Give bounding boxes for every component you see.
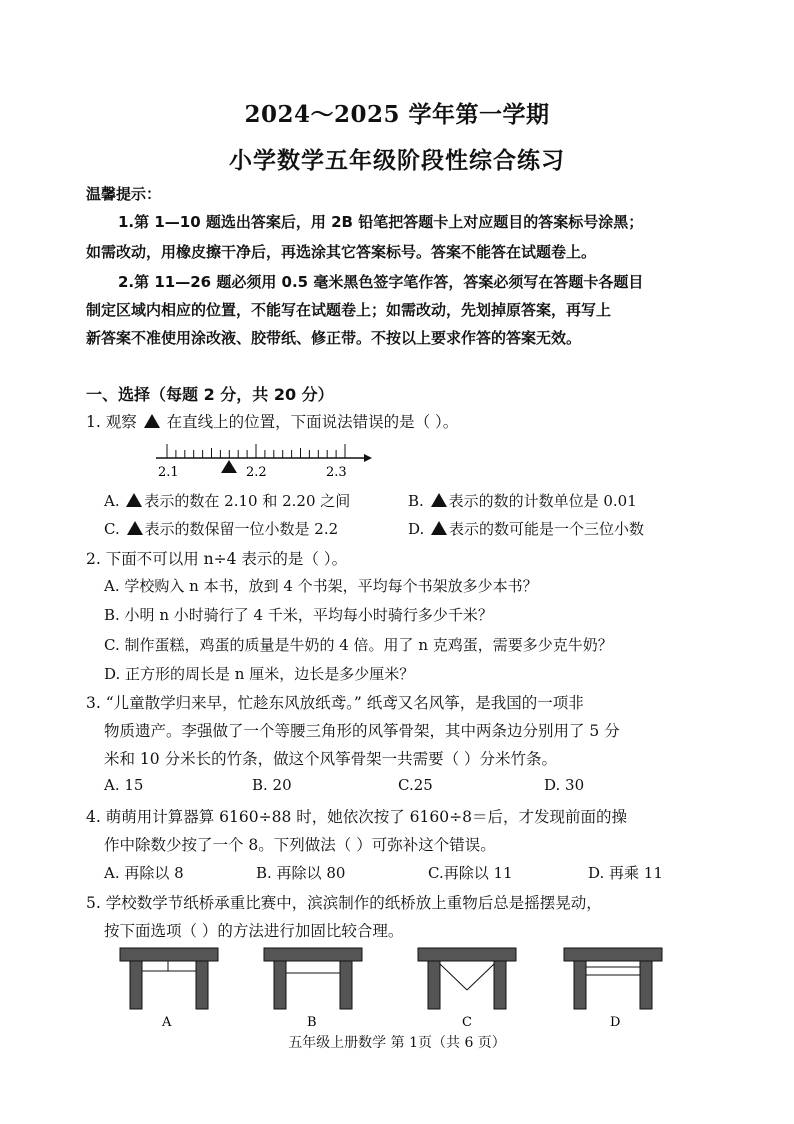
question-2-stem: 2. 下面不可以用 n÷4 表示的是（ ）。 xyxy=(86,550,348,568)
triangle-marker xyxy=(221,460,237,473)
question-3-line: 物质遗产。李强做了一个等腰三角形的风筝骨架，其中两条边分别用了 5 分 xyxy=(104,722,620,740)
option-letter: C. xyxy=(104,520,120,538)
bridge-figure-c xyxy=(418,948,516,1028)
notice-line: 2.第 11—26 题必须用 0.5 毫米黑色签字笔作答，答案必须写在答题卡各题目 xyxy=(118,273,644,291)
triangle-icon xyxy=(431,493,447,507)
question-4-line: 4. 萌萌用计算器算 6160÷88 时，她依次按了 6160÷8＝后，才发现前面的操 xyxy=(86,808,627,826)
question-5-line: 5. 学校数学节纸桥承重比赛中，滨滨制作的纸桥放上重物后总是摇摆晃动， xyxy=(86,894,602,912)
ruler-label: 2.3 xyxy=(326,465,347,480)
q3-option-a: A. 15 xyxy=(104,776,144,794)
option-letter: A. xyxy=(104,492,120,510)
q3-option-b: B. 20 xyxy=(252,776,292,794)
notice-line: 1.第 1—10 题选出答案后，用 2B 铅笔把答题卡上对应题目的答案标号涂黑； xyxy=(118,213,644,231)
q1-option-d xyxy=(408,518,644,539)
bridge-figure-a xyxy=(120,948,218,1028)
question-4-line: 作中除数少按了一个 8。下列做法（ ）可弥补这个错误。 xyxy=(104,836,496,854)
figure-label: A xyxy=(162,1015,172,1028)
option-text: 表示的数可能是一个三位小数 xyxy=(449,520,645,538)
triangle-icon xyxy=(126,493,142,507)
ruler-arrow xyxy=(364,454,372,462)
triangle-icon xyxy=(144,414,160,428)
triangle-icon xyxy=(431,521,447,535)
figure-label: B xyxy=(307,1015,317,1028)
option-letter: B. xyxy=(408,492,424,510)
option-text: 表示的数的计数单位是 0.01 xyxy=(448,492,637,510)
ruler-label: 2.2 xyxy=(246,465,267,480)
q1-number: 1. 观察 xyxy=(86,413,137,431)
q4-option-b: B. 再除以 80 xyxy=(256,864,346,882)
q4-option-a: A. 再除以 8 xyxy=(104,864,184,882)
question-5-line: 按下面选项（ ）的方法进行加固比较合理。 xyxy=(104,922,404,940)
q2-option: D. 正方形的周长是 n 厘米，边长是多少厘米？ xyxy=(104,665,415,683)
option-text: 表示的数保留一位小数是 2.2 xyxy=(144,520,339,538)
page-footer: 五年级上册数学 第 1页（共 6 页） xyxy=(288,1035,506,1051)
notice-heading: 温馨提示： xyxy=(86,185,162,203)
q3-option-d: D. 30 xyxy=(544,776,585,794)
question-1-stem xyxy=(86,410,458,432)
bridge-figure-b xyxy=(264,948,362,1028)
q4-option-d: D. 再乘 11 xyxy=(588,864,663,882)
option-letter: D. xyxy=(408,520,425,538)
q1-text: 在直线上的位置，下面说法错误的是（ ）。 xyxy=(166,413,459,431)
section-title: 一、选择（每题 2 分，共 20 分） xyxy=(86,385,334,404)
q1-option-a xyxy=(104,490,350,511)
q1-option-b xyxy=(408,490,637,511)
q2-option: A. 学校购入 n 本书，放到 4 个书架，平均每个书架放多少本书？ xyxy=(104,577,538,595)
notice-line: 如需改动，用橡皮擦干净后，再选涂其它答案标号。答案不能答在试题卷上。 xyxy=(86,243,597,261)
ruler-ticks xyxy=(167,444,345,458)
exam-title: 2024～2025 学年第一学期 xyxy=(244,101,550,128)
number-line xyxy=(150,436,375,482)
figure-label: C xyxy=(462,1015,472,1028)
ruler-label: 2.1 xyxy=(158,465,179,480)
q2-option: C. 制作蛋糕，鸡蛋的质量是牛奶的 4 倍。用了 n 克鸡蛋，需要多少克牛奶？ xyxy=(104,636,613,654)
notice-line: 新答案不准使用涂改液、胶带纸、修正带。不按以上要求作答的答案无效。 xyxy=(86,329,582,347)
exam-subtitle: 小学数学五年级阶段性综合练习 xyxy=(229,147,565,174)
q2-option: B. 小明 n 小时骑行了 4 千米，平均每小时骑行多少千米？ xyxy=(104,606,493,624)
q3-option-c: C.25 xyxy=(398,776,433,794)
notice-line: 制定区域内相应的位置，不能写在试题卷上；如需改动，先划掉原答案，再写上 xyxy=(86,301,612,319)
question-3-line: 米和 10 分米长的竹条，做这个风筝骨架一共需要（ ）分米竹条。 xyxy=(104,750,558,768)
question-3-line: 3. “儿童散学归来早，忙趁东风放纸鸢。” 纸鸢又名风筝，是我国的一项非 xyxy=(86,694,584,712)
q1-option-c xyxy=(104,518,338,539)
bridge-figures xyxy=(110,942,680,1028)
q4-option-c: C.再除以 11 xyxy=(428,864,513,882)
bridge-figure-d xyxy=(564,948,662,1028)
figure-label: D xyxy=(610,1015,621,1028)
triangle-icon xyxy=(127,521,143,535)
option-text: 表示的数在 2.10 和 2.20 之间 xyxy=(144,492,351,510)
